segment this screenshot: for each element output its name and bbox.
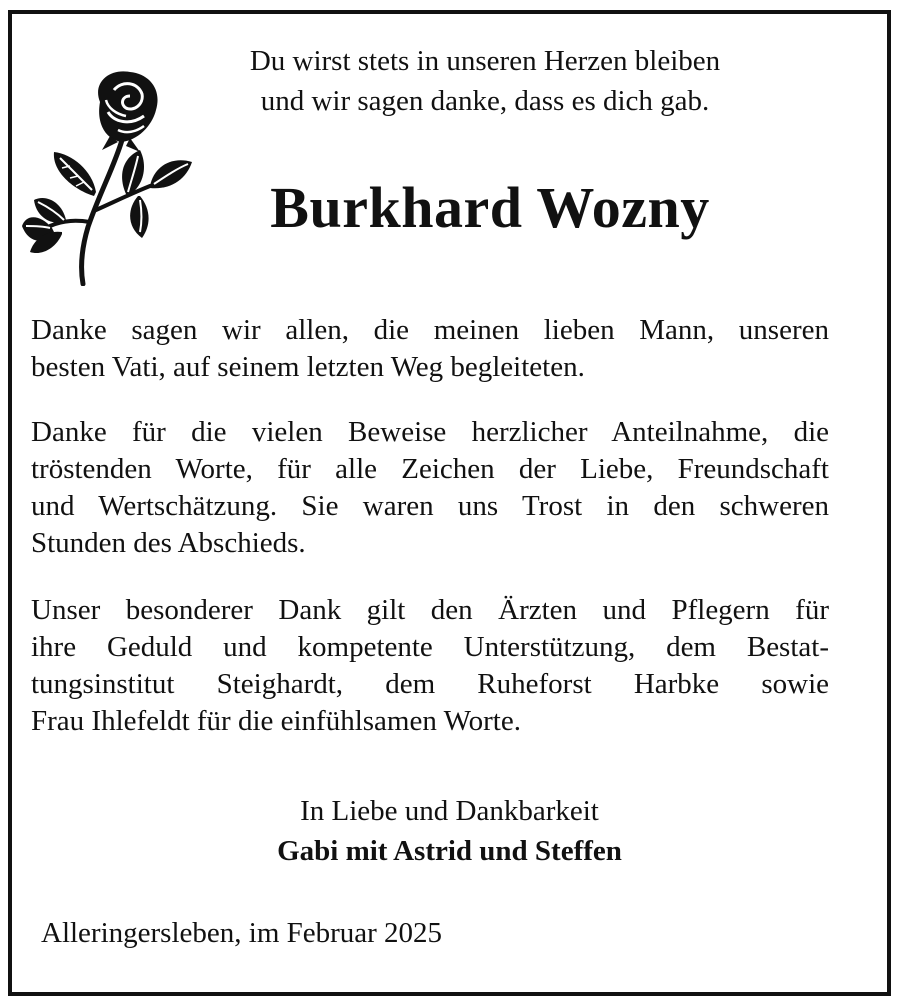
paragraph-line: tröstenden Worte, für alle Zeichen der Liebe, Freundschaft <box>31 453 829 485</box>
place-and-date: Alleringersleben, im Februar 2025 <box>41 917 443 949</box>
bereaved-names: Gabi mit Astrid und Steffen <box>277 835 622 867</box>
verse-line: Du wirst stets in unseren Herzen bleiben <box>249 45 721 77</box>
paragraph-line: Unser besonderer Dank gilt den Ärzten und Pflegern für <box>31 594 829 626</box>
paragraph-line: besten Vati, auf seinem letzten Weg begleiteten. <box>31 351 585 383</box>
deceased-name: Burkhard Wozny <box>270 175 710 240</box>
thanks-paragraph <box>31 414 829 562</box>
thanks-paragraph <box>31 312 829 386</box>
paragraph-line: Frau Ihlefeldt für die einfühlsamen Worte. <box>31 705 521 737</box>
closing-phrase: In Liebe und Dankbarkeit <box>300 795 599 827</box>
thanks-paragraph <box>31 592 829 740</box>
paragraph-line: tungsinstitut Steighardt, dem Ruheforst Harbke sowie <box>31 668 829 700</box>
rose-icon <box>22 62 192 286</box>
paragraph-line: Stunden des Abschieds. <box>31 527 306 559</box>
verse-line: und wir sagen danke, dass es dich gab. <box>260 85 710 117</box>
paragraph-line: und Wertschätzung. Sie waren uns Trost in den schweren <box>31 490 829 522</box>
paragraph-line: ihre Geduld und kompetente Unterstützung, dem Bestat- <box>31 631 829 663</box>
paragraph-line: Danke für die vielen Beweise herzlicher Anteilnahme, die <box>31 416 829 448</box>
paragraph-line: Danke sagen wir allen, die meinen lieben Mann, unseren <box>31 314 829 346</box>
